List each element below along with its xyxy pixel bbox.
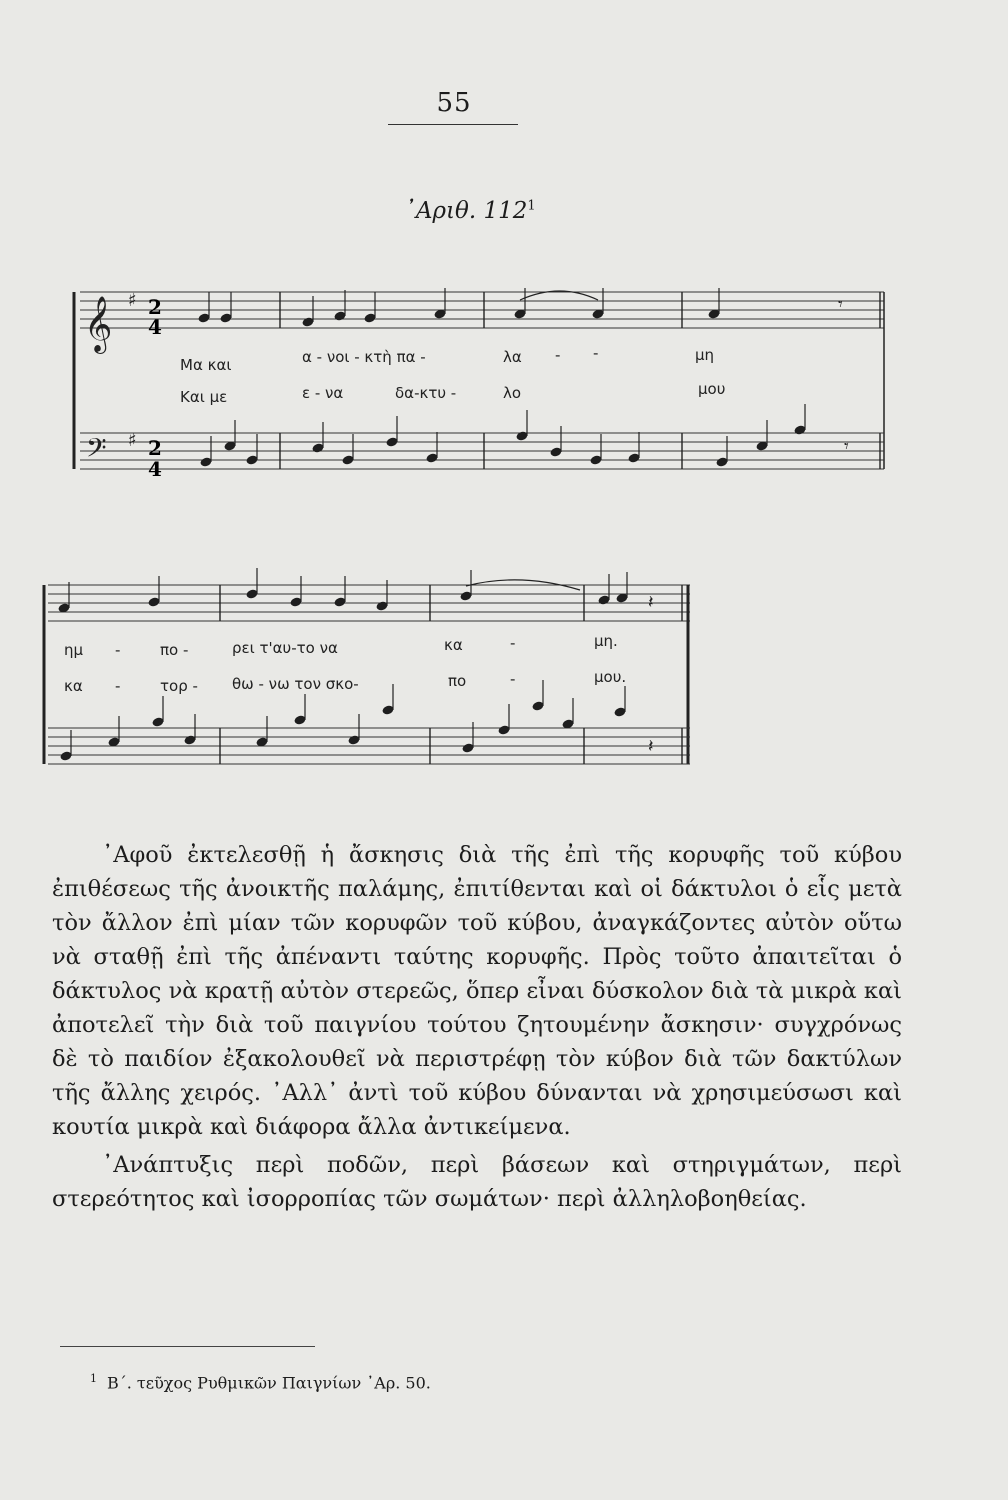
example-title-text: ᾿Αριθ. 112 <box>404 198 528 224</box>
sharp-sign: ♯ <box>128 290 137 311</box>
lyric-s2-v2-2: - <box>115 677 121 695</box>
lyric-s2-v1-1: ημ <box>64 641 84 659</box>
footnote-text: Β΄. τεῦχος Ρυθμικῶν Παιγνίων ᾿Αρ. 50. <box>107 1373 431 1393</box>
system-2-treble-staff <box>44 568 690 764</box>
lyric-s1-v2-4: λο <box>503 384 522 402</box>
lyric-s1-v2-2: ε - να <box>302 384 344 402</box>
paragraph-2: ᾿Ανάπτυξις περὶ ποδῶν, περὶ βάσεων καὶ στηριγμάτων, περὶ στερεότητος καὶ ἰσορροπίας τῶν σωμάτων· περὶ ἀλληλοβοηθείας. <box>52 1152 902 1212</box>
sharp-sign: ♯ <box>128 430 137 451</box>
lyric-s2-v1-2: - <box>115 641 121 659</box>
lyric-s1-v1-6: μη <box>695 346 715 364</box>
lyric-s2-v1-5: κα <box>444 636 463 654</box>
time-sig-treble-bottom: 4 <box>148 315 162 339</box>
lyric-s2-v2-7: μου. <box>594 668 627 686</box>
lyric-s1-v1-1: Μα και <box>180 356 232 374</box>
quarter-rest: 𝄽 <box>648 736 654 757</box>
quarter-rest: 𝄽 <box>648 592 654 613</box>
system-2-bass-staff <box>48 680 690 764</box>
lyric-s1-v2-1: Και με <box>180 388 228 406</box>
time-sig-treble-top: 2 <box>148 295 162 319</box>
lyric-s2-v2-3: τορ - <box>160 677 198 695</box>
eighth-rest: 𝄾 <box>844 436 849 457</box>
lyric-s2-v2-5: πο <box>448 672 467 690</box>
lyric-s2-v1-3: πο - <box>160 641 189 659</box>
lyric-s1-v1-3: λα <box>503 348 522 366</box>
lyric-s2-v1-7: μη. <box>594 632 618 650</box>
footnote-marker: 1 <box>90 1372 97 1385</box>
system-2 <box>44 568 690 764</box>
lyric-s2-v2-4: θω - νω τον σκο- <box>232 675 359 693</box>
system-1-bass-staff <box>80 404 884 470</box>
time-sig-bass-bottom: 4 <box>148 457 162 481</box>
bass-clef: 𝄢 <box>86 432 107 470</box>
page-number: 55 <box>436 88 472 118</box>
body-text <box>52 838 902 1216</box>
lyric-s1-v2-5: μου <box>698 380 726 398</box>
lyric-s2-v1-6: - <box>510 634 516 652</box>
footnote <box>90 1372 690 1392</box>
system-1 <box>74 288 884 470</box>
lyric-s1-v2-3: δα-κτυ - <box>395 384 457 402</box>
time-sig-bass-top: 2 <box>148 436 162 460</box>
lyric-s2-v2-1: κα <box>64 677 83 695</box>
paragraph-1: ᾿Αφοῦ ἐκτελεσθῇ ἡ ἄσκησις διὰ τῆς ἐπὶ τῆς κορυφῆς τοῦ κύβου ἐπιθέσεως τῆς ἀνοικτῆς παλάμης, ἐπιτίθενται καὶ οἱ δάκτυλοι ὁ εἷς μετὰ τὸν ἄλλον ἐπὶ μίαν τῶν κορυφῶν τοῦ κύβου, ἀναγκάζοντες αὐτὸν οὕτω νὰ σταθῇ ἐπὶ τῆς ἀπέναντι ταύτης κορυφῆς. Πρὸς τοῦτο ἀπαιτεῖται ὁ δάκτυλος νὰ κρατῇ αὐτὸν στερεῶς, ὅπερ εἶναι δύσκολον διὰ τὰ μικρὰ καὶ ἀποτελεῖ τὴν διὰ τοῦ παιγνίου τούτου ζητουμένην ἄσκησιν· συγχρόνως δὲ τὸ παιδίον ἐξακολουθεῖ νὰ περιστρέφῃ τὸν κύβον διὰ τῶν δακτύλων τῆς ἄλλης χειρός. ᾿Αλλ᾿ ἀντὶ τοῦ κύβου δύνανται νὰ χρησιμεύσωσι καὶ κουτία μικρὰ καὶ διάφορα ἄλλα ἀντικείμενα. <box>52 842 902 1140</box>
lyric-s2-v1-4: ρει τ'αυ-το να <box>232 639 338 657</box>
eighth-rest: 𝄾 <box>838 294 843 315</box>
lyric-s2-v2-6: - <box>510 670 516 688</box>
lyric-s1-v1-5: - <box>593 344 599 362</box>
footnote-rule <box>60 1346 315 1347</box>
example-footnote-ref: 1 <box>527 198 536 214</box>
lyric-s1-v1-4: - <box>555 346 561 364</box>
treble-clef: 𝄞 <box>84 296 113 352</box>
lyric-s1-v1-2: α - νοι - κτὴ πα - <box>302 348 426 366</box>
